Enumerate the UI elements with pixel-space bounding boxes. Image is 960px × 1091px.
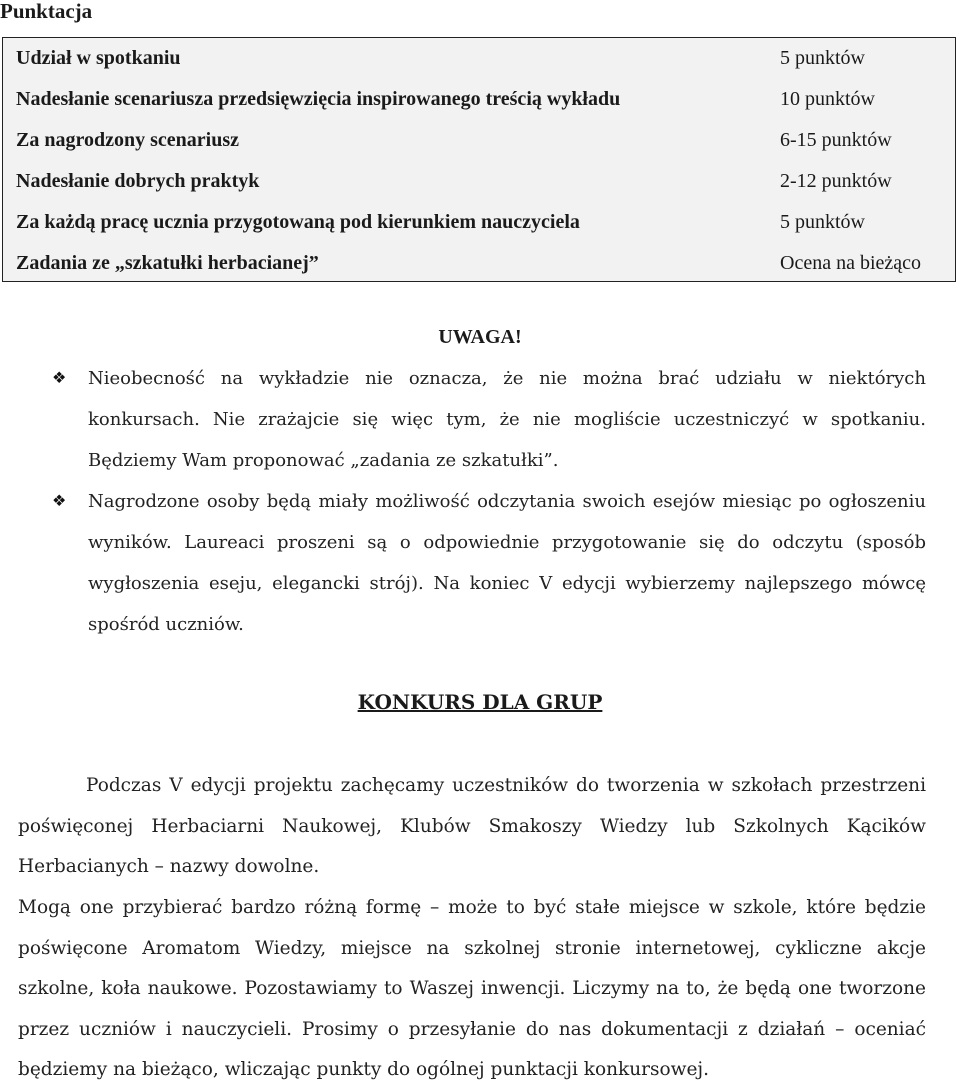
- scoring-label: Udział w spotkaniu: [16, 47, 181, 69]
- scoring-row: [3, 79, 955, 120]
- diamond-bullet-icon: ❖: [52, 370, 67, 387]
- warning-title: UWAGA!: [438, 326, 522, 348]
- contest-paragraph: Mogą one przybierać bardzo różną formę – może to być stałe miejsce w szkole, które będzie poświęcone Aromatom Wiedzy, miejsce na szkolnej stronie internetowej, cykliczne akcje szkolne, koła naukowe. Pozostawiamy to Waszej inwencji. Liczymy na to, że będą one tworzone przez uczniów i nauczycieli. Prosimy o przesyłanie do nas dokumentacji z działań – oceniać będziemy na bieżąco, wliczając punkty do ogólnej punktacji konkursowej.: [18, 897, 926, 1080]
- scoring-points: 10 punktów: [780, 88, 875, 110]
- scoring-points: 5 punktów: [780, 211, 865, 233]
- scoring-row: [3, 120, 955, 161]
- scoring-points: 5 punktów: [780, 47, 865, 69]
- scoring-label: Za każdą pracę ucznia przygotowaną pod kierunkiem nauczyciela: [16, 211, 580, 233]
- scoring-label: Za nagrodzony scenariusz: [16, 129, 239, 151]
- scoring-label: Nadesłanie scenariusza przedsięwzięcia inspirowanego treścią wykładu: [16, 88, 621, 110]
- scoring-row: [3, 243, 955, 284]
- scoring-label: Nadesłanie dobrych praktyk: [16, 170, 260, 192]
- diamond-bullet-icon: ❖: [52, 493, 67, 510]
- warning-item: Nieobecność na wykładzie nie oznacza, że nie można brać udziału w niektórych konkursach. Nie zrażajcie się więc tym, że nie mogliście uczestniczyć w spotkaniu. Będziemy Wam proponować „zadania ze szkatułki”.: [88, 368, 926, 471]
- warning-item: Nagrodzone osoby będą miały możliwość odczytania swoich esejów miesiąc po ogłoszeniu wyników. Laureaci proszeni są o odpowiednie przygotowanie się do odczytu (sposób wygłoszenia eseju, elegancki strój). Na koniec V edycji wybierzemy najlepszego mówcę spośród uczniów.: [88, 491, 926, 635]
- scoring-row: [3, 202, 955, 243]
- scoring-points: 2-12 punktów: [780, 170, 892, 192]
- scoring-points: 6-15 punktów: [780, 129, 892, 151]
- scoring-row: [3, 38, 955, 79]
- page-heading: Punktacja: [0, 0, 93, 23]
- contest-paragraph: Podczas V edycji projektu zachęcamy uczestników do tworzenia w szkołach przestrzeni poświęconej Herbaciarni Naukowej, Klubów Smakoszy Wiedzy lub Szkolnych Kącików Herbacianych – nazwy dowolne.: [18, 775, 926, 877]
- scoring-points: Ocena na bieżąco: [780, 252, 922, 274]
- scoring-label: Zadania ze „szkatułki herbacianej”: [16, 252, 319, 274]
- scoring-table: [2, 37, 956, 282]
- scoring-row: [3, 161, 955, 202]
- contest-title: KONKURS DLA GRUP: [357, 690, 603, 714]
